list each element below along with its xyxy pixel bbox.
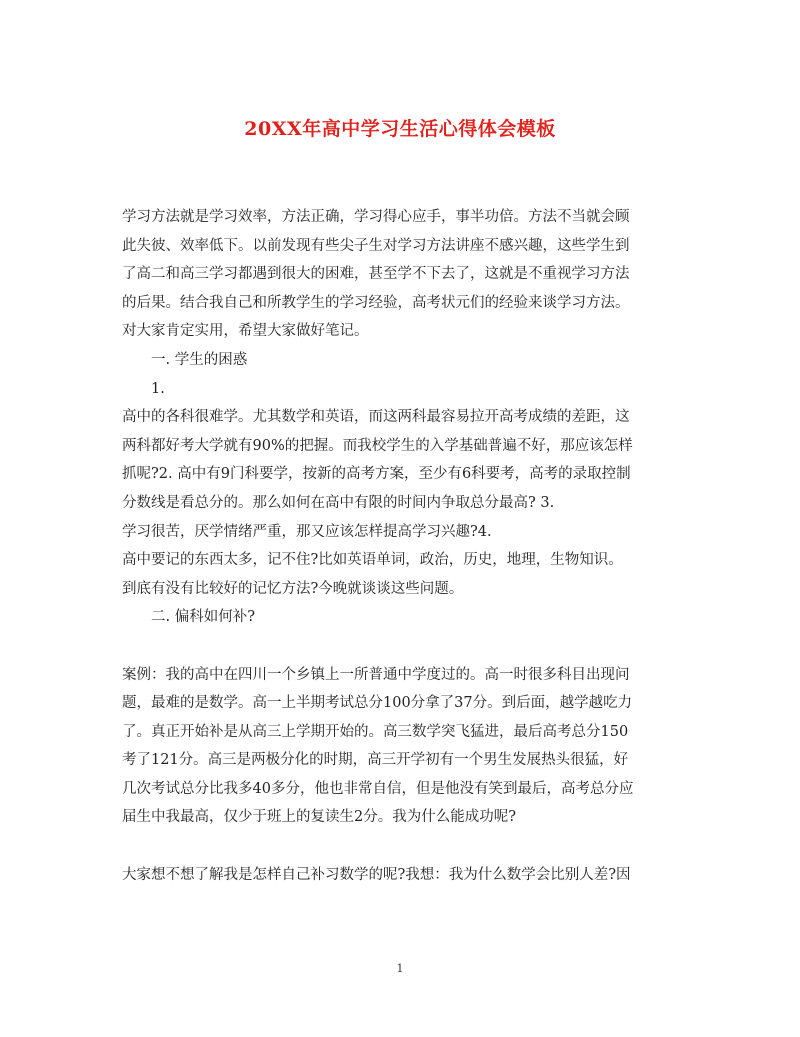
text-line: 的后果。结合我自己和所教学生的学习经验，高考状元们的经验来谈学习方法。 [122, 294, 630, 311]
paragraph-gap [122, 832, 687, 861]
text-line: 考了121分。高三是两极分化的时期，高三开学初有一个男生发展热头很猛，好 [122, 752, 629, 769]
section-heading: 二. 偏科如何补? [151, 609, 255, 626]
text-line: 题，最难的是数学。高一上半期考试总分100分拿了37分。到后面，越学越吃力 [122, 695, 633, 712]
text-line: 了高二和高三学习都遇到很大的困难，甚至学不下去了，这就是不重视学习方法 [122, 266, 630, 283]
list-number: 1. [151, 380, 165, 397]
section-heading: 一. 学生的困惑 [151, 351, 248, 368]
text-line: 学习方法就是学习效率，方法正确，学习得心应手，事半功倍。方法不当就会顾 [122, 209, 630, 225]
text-line: 分数线是看总分的。那么如何在高中有限的时间内争取总分最高? 3. [122, 494, 555, 511]
text-line: 届生中我最高，仅少于班上的复读生2分。我为什么能成功呢? [122, 809, 516, 826]
page-number: 1 [396, 962, 404, 975]
text-line: 了。真正开始补是从高三上学期开始的。高三数学突飞猛进，最后高考总分150 [122, 723, 629, 740]
document-body [122, 203, 687, 889]
text-line: 几次考试总分比我多40多分，他也非常自信，但是他没有笑到最后，高考总分应 [122, 780, 634, 797]
text-line: 大家想不想了解我是怎样自己补习数学的呢?我想：我为什么数学会比别人差?因 [122, 866, 631, 883]
text-line: 抓呢?2. 高中有9门科要学，按新的高考方案，至少有6科要考，高考的录取控制 [122, 466, 631, 483]
text-line: 学习很苦，厌学情绪严重，那又应该怎样提高学习兴趣?4. [122, 523, 492, 540]
text-line: 对大家肯定实用，希望大家做好笔记。 [122, 323, 369, 340]
document-title: 20XX年高中学习生活心得体会模板 [244, 118, 556, 140]
text-line: 高中要记的东西太多，记不住?比如英语单词，政治，历史，地理，生物知识。 [122, 552, 623, 569]
text-line: 案例：我的高中在四川一个乡镇上一所普通中学度过的。高一时很多科目出现问 [122, 666, 630, 683]
paragraph-gap [122, 632, 687, 661]
text-line: 此失彼、效率低下。以前发现有些尖子生对学习方法讲座不感兴趣，这些学生到 [122, 237, 630, 254]
text-line: 到底有没有比较好的记忆方法?今晚就谈谈这些问题。 [122, 580, 464, 597]
text-line: 高中的各科很难学。尤其数学和英语，而这两科最容易拉开高考成绩的差距，这 [122, 409, 630, 426]
text-line: 两科都好考大学就有90%的把握。而我校学生的入学基础普遍不好，那应该怎样 [122, 437, 633, 454]
